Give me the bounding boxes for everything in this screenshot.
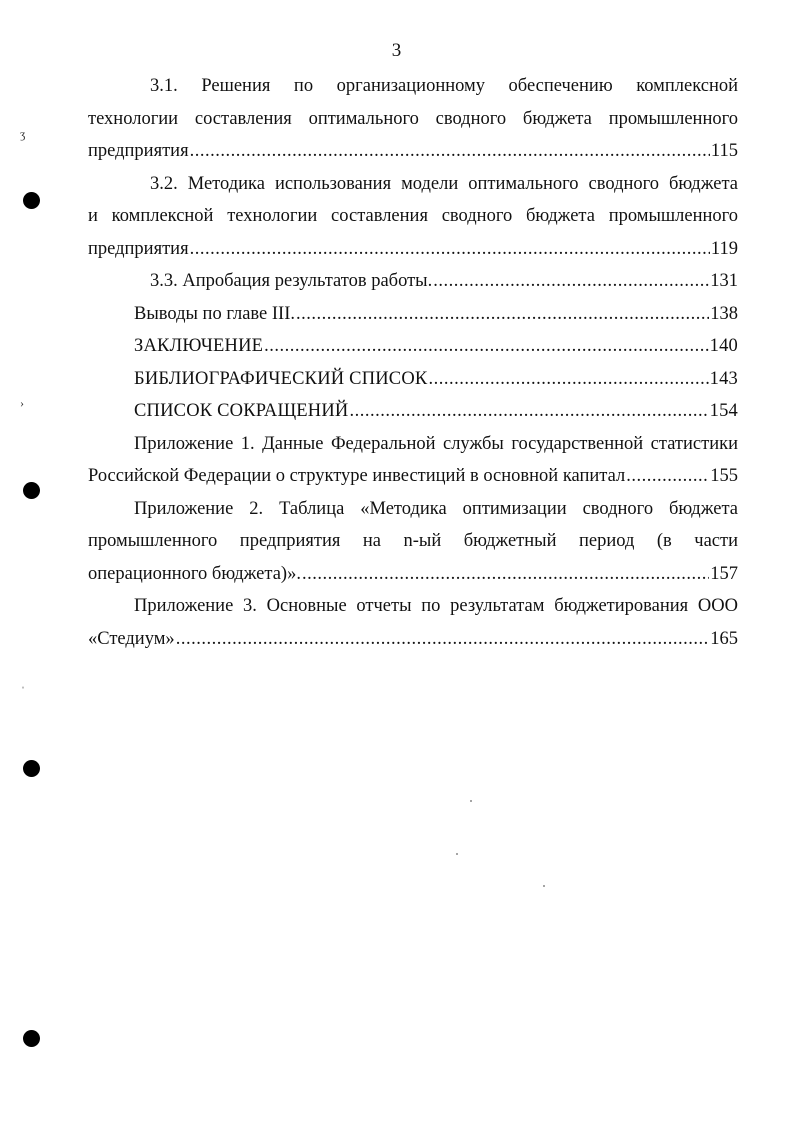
binder-hole [23, 482, 40, 499]
toc-line: ЗАКЛЮЧЕНИЕ [134, 336, 264, 356]
toc-line: Российской Федерации о структуре инвестиций в основной капитал [88, 466, 626, 486]
scan-speck [470, 800, 472, 802]
toc-line: Приложение 3. Основные отчеты по результатам бюджетирования ООО [134, 596, 738, 616]
scan-speck [543, 885, 545, 887]
leader-dots [626, 460, 709, 493]
toc-page-number: 155 [710, 466, 738, 486]
scan-speck: ʒ [20, 127, 26, 141]
toc-page-number: 119 [710, 238, 738, 259]
toc-leader-line [88, 623, 738, 656]
scan-speck [456, 853, 458, 855]
toc-line: предприятия [88, 141, 189, 161]
scan-speck: ˈ [21, 684, 25, 698]
leader-dots [176, 623, 710, 656]
toc-entry-3-3[interactable] [88, 265, 738, 298]
toc-page-number: 154 [709, 401, 738, 421]
toc-page-number: 165 [710, 628, 738, 649]
toc-line: 3.3. Апробация результатов работы. [150, 271, 433, 291]
toc-leader-line [88, 558, 738, 591]
toc-line: 3.2. Методика использования модели оптимального сводного бюджета [150, 173, 738, 194]
toc-line: Выводы по главе III. [134, 303, 295, 324]
toc-line: предприятия [88, 238, 189, 259]
leader-dots [190, 233, 710, 266]
toc-page-number: 143 [709, 368, 738, 389]
leader-dots [302, 558, 709, 591]
leader-dots [190, 135, 710, 168]
toc-page-number: 138 [710, 303, 738, 324]
toc-leader-line [88, 460, 738, 493]
toc-page-number: 140 [709, 336, 738, 356]
toc-line: Приложение 1. Данные Федеральной службы государственной статистики [134, 433, 738, 454]
toc-page-number: 157 [710, 563, 738, 584]
toc-leader-line [88, 135, 738, 168]
leader-dots [350, 395, 709, 428]
toc-leader-line [88, 330, 738, 363]
toc-line: 3.1. Решения по организационному обеспечению комплексной [150, 76, 738, 96]
leader-dots [264, 330, 708, 363]
toc-entry-conclusions[interactable] [88, 298, 738, 331]
leader-dots [296, 298, 709, 331]
toc-line: СПИСОК СОКРАЩЕНИЙ [134, 401, 349, 421]
table-of-contents [88, 70, 738, 655]
toc-page-number: 131 [710, 271, 738, 291]
binder-hole [23, 760, 40, 777]
toc-leader-line [88, 395, 738, 428]
toc-line: Приложение 2. Таблица «Методика оптимизации сводного бюджета [134, 498, 738, 519]
toc-line: БИБЛИОГРАФИЧЕСКИЙ СПИСОК [134, 368, 428, 389]
toc-leader-line [88, 265, 738, 298]
scan-speck: › [20, 396, 24, 410]
toc-line: «Стедиум» [88, 628, 175, 649]
leader-dots [428, 363, 708, 396]
toc-page-number: 115 [710, 141, 738, 161]
toc-entry-appendix-1[interactable] [88, 428, 738, 493]
binder-hole [23, 192, 40, 209]
toc-entry-abbreviations[interactable] [88, 395, 738, 428]
toc-line: и комплексной технологии составления сводного бюджета промышленного [88, 206, 738, 226]
toc-leader-line [88, 233, 738, 266]
toc-entry-3-1[interactable] [88, 70, 738, 168]
toc-entry-conclusion[interactable] [88, 330, 738, 363]
toc-leader-line [88, 298, 738, 331]
toc-entry-appendix-2[interactable] [88, 493, 738, 591]
toc-line: операционного бюджета)». [88, 563, 301, 584]
toc-entry-3-2[interactable] [88, 168, 738, 266]
toc-entry-bibliography[interactable] [88, 363, 738, 396]
toc-line: технологии составления оптимального сводного бюджета промышленного [88, 108, 738, 129]
binder-hole [23, 1030, 40, 1047]
toc-entry-appendix-3[interactable] [88, 590, 738, 655]
toc-line: промышленного предприятия на n-ый бюджетный период (в части [88, 531, 738, 551]
toc-leader-line [88, 363, 738, 396]
page-number: 3 [391, 40, 402, 61]
leader-dots [433, 265, 709, 298]
